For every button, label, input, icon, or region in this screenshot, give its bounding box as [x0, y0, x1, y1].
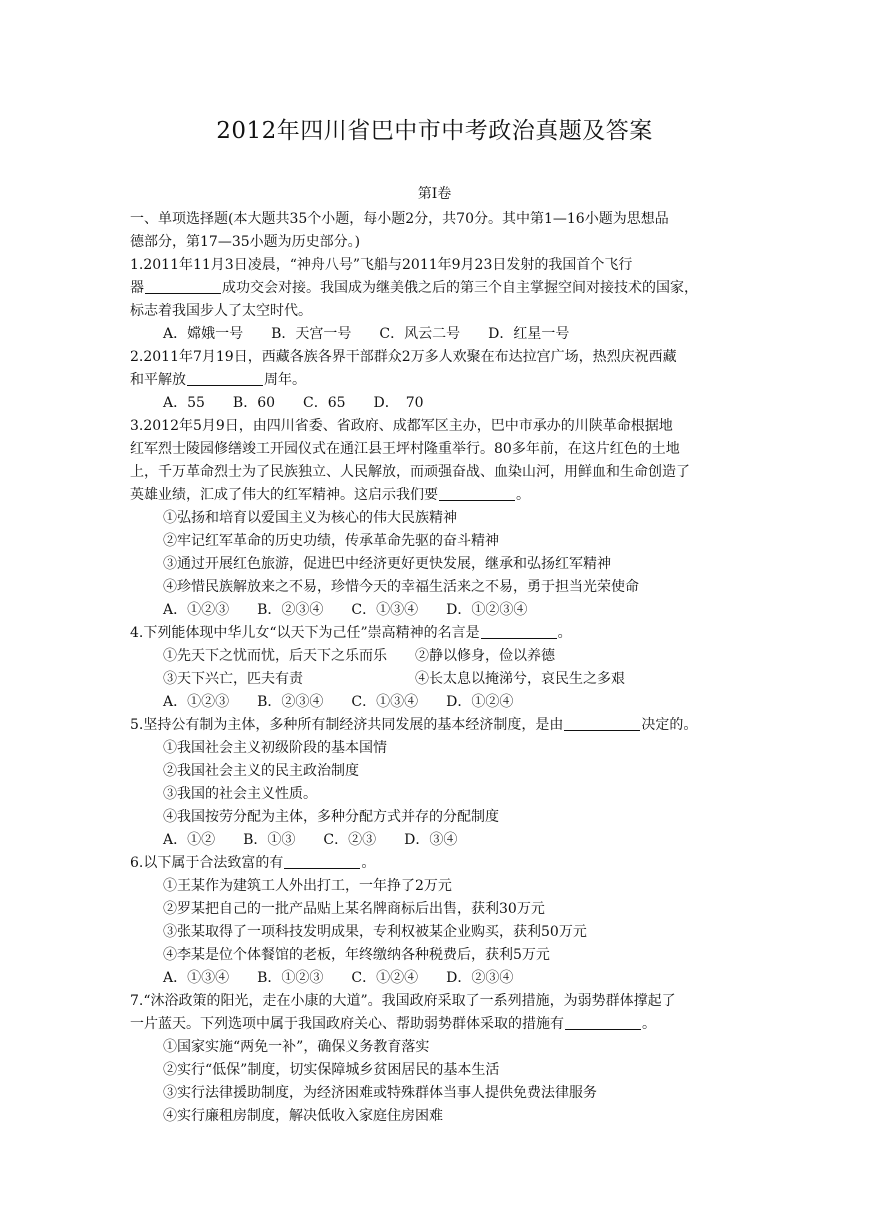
text-segment: A．55 B．60 C．65 D． 70	[163, 395, 424, 411]
text-segment: A．①② B．①③ C．②③ D．③④	[163, 832, 458, 848]
text-segment: 德部分，第17—35小题为历史部分。)	[130, 234, 361, 250]
text-segment: A．①②③ B．②③④ C．①③④ D．①②④	[163, 694, 514, 710]
answer-blank	[565, 1016, 641, 1030]
text-segment: ②实行“低保”制度，切实保障城乡贫困居民的基本生活	[163, 1062, 500, 1078]
text-line	[163, 647, 555, 665]
text-segment: 周年。	[264, 372, 306, 388]
text-line	[130, 992, 676, 1010]
text-segment: 5.坚持公有制为主体，多种所有制经济共同发展的基本经济制度，是由	[130, 717, 564, 733]
text-segment: 7.“沐浴政策的阳光，走在小康的大道”。我国政府采取了一系列措施，为弱势群体撑起了	[130, 993, 676, 1009]
text-segment: 一、单项选择题(本大题共35个小题，每小题2分，共70分。其中第1—16小题为思想品	[130, 211, 669, 227]
text-line	[163, 693, 513, 711]
text-segment: 和平解放	[130, 372, 186, 388]
text-line	[163, 762, 359, 780]
text-segment: A．嫦娥一号 B．天宫一号 C．风云二号 D．红星一号	[163, 326, 570, 342]
text-segment: 成功交会对接。我国成为继美俄之后的第三个自主掌握空间对接技术的国家，	[222, 280, 698, 296]
text-segment: ③天下兴亡，匹夫有责 ④长太息以掩涕兮，哀民生之多艰	[163, 671, 625, 687]
text-segment: 一片蓝天。下列选项中属于我国政府关心、帮助弱势群体采取的措施有	[130, 1016, 564, 1032]
text-segment: ③我国的社会主义性质。	[163, 786, 317, 802]
answer-blank	[439, 487, 515, 501]
text-segment: 6.以下属于合法致富的有	[130, 855, 284, 871]
text-line	[130, 624, 572, 642]
text-line	[163, 509, 457, 527]
text-line	[163, 946, 550, 964]
text-line	[130, 486, 530, 504]
text-line	[130, 279, 698, 297]
text-line	[130, 256, 632, 274]
text-segment: ②我国社会主义的民主政治制度	[163, 763, 359, 779]
text-segment: A．①③④ B．①②③ C．①②④ D．②③④	[163, 970, 514, 986]
text-line	[163, 831, 457, 849]
text-line	[130, 463, 690, 481]
text-line	[130, 440, 680, 458]
text-segment: 器	[130, 280, 144, 296]
text-segment: ③通过开展红色旅游，促进巴中经济更好更快发展，继承和弘扬红军精神	[163, 556, 611, 572]
text-segment: ①弘扬和培育以爱国主义为核心的伟大民族精神	[163, 510, 457, 526]
text-segment: ②罗某把自己的一批产品贴上某名牌商标后出售，获利30万元	[163, 901, 545, 917]
text-line	[163, 394, 424, 412]
text-line	[163, 739, 387, 757]
text-segment: ③张某取得了一项科技发明成果，专利权被某企业购买，获利50万元	[163, 924, 587, 940]
text-line	[130, 371, 306, 389]
text-line	[130, 716, 697, 734]
volume-heading: 第Ⅰ卷	[417, 186, 452, 202]
answer-blank	[564, 717, 640, 731]
text-segment: 上，千万革命烈士为了民族独立、人民解放，而顽强奋战、血染山河，用鲜血和生命创造了	[130, 464, 690, 480]
text-line	[163, 601, 527, 619]
text-segment: 3.2012年5月9日，由四川省委、省政府、成都军区主办，巴中市承办的川陕革命根据地	[130, 418, 673, 434]
document-title: 2012年四川省巴中市中考政治真题及答案	[216, 118, 653, 144]
text-line	[163, 785, 317, 803]
answer-blank	[187, 372, 263, 386]
text-line	[163, 808, 499, 826]
text-segment: 英雄业绩，汇成了伟大的红军精神。这启示我们要	[130, 487, 438, 503]
text-segment: A．①②③ B．②③④ C．①③④ D．①②③④	[163, 602, 528, 618]
text-line	[163, 1084, 597, 1102]
text-segment: 2.2011年7月19日，西藏各族各界干部群众2万多人欢聚在布达拉宫广场，热烈庆祝西藏	[130, 349, 677, 365]
text-line	[130, 1015, 656, 1033]
text-segment: ①国家实施“两免一补”，确保义务教育落实	[163, 1039, 430, 1055]
text-line	[163, 1038, 429, 1056]
text-line	[130, 854, 375, 872]
text-segment: 。	[516, 487, 530, 503]
text-line	[163, 670, 625, 688]
text-segment: ③实行法律援助制度，为经济困难或特殊群体当事人提供免费法律服务	[163, 1085, 597, 1101]
text-line	[163, 969, 513, 987]
text-segment: ④我国按劳分配为主体，多种分配方式并存的分配制度	[163, 809, 499, 825]
text-line	[163, 1107, 443, 1125]
text-line	[130, 348, 677, 366]
text-segment: ④实行廉租房制度，解决低收入家庭住房困难	[163, 1108, 443, 1124]
text-segment: ④珍惜民族解放来之不易，珍惜今天的幸福生活来之不易，勇于担当光荣使命	[163, 579, 639, 595]
text-line	[163, 877, 452, 895]
answer-blank	[481, 625, 557, 639]
answer-blank	[145, 280, 221, 294]
text-segment: 红军烈士陵园修缮竣工开园仪式在通江县王坪村隆重举行。80多年前，在这片红色的土地	[130, 441, 680, 457]
text-segment: 决定的。	[641, 717, 698, 733]
text-line	[163, 325, 569, 343]
text-segment: ④李某是位个体餐馆的老板，年终缴纳各种税费后，获利5万元	[163, 947, 550, 963]
text-line	[163, 1061, 499, 1079]
text-segment: ①我国社会主义初级阶段的基本国情	[163, 740, 387, 756]
text-segment: 。	[642, 1016, 656, 1032]
text-segment: ②牢记红军革命的历史功绩，传承革命先驱的奋斗精神	[163, 533, 499, 549]
text-segment: 1.2011年11月3日凌晨，“神舟八号”飞船与2011年9月23日发射的我国首个飞行	[130, 257, 633, 273]
text-line	[130, 302, 312, 320]
answer-blank	[284, 855, 360, 869]
text-line	[130, 233, 360, 251]
text-segment: 标志着我国步人了太空时代。	[130, 303, 312, 319]
text-line	[163, 900, 545, 918]
text-line	[163, 555, 611, 573]
text-segment: 。	[557, 625, 572, 641]
text-line	[130, 417, 673, 435]
text-line	[163, 532, 499, 550]
text-segment: 。	[361, 855, 376, 871]
text-line	[130, 210, 669, 228]
text-line	[163, 578, 639, 596]
text-line	[163, 923, 587, 941]
text-segment: ①先天下之忧而忧，后天下之乐而乐 ②静以修身，俭以养德	[163, 648, 555, 664]
text-segment: 4.下列能体现中华儿女“以天下为己任”崇高精神的名言是	[130, 625, 480, 641]
text-segment: ①王某作为建筑工人外出打工，一年挣了2万元	[163, 878, 452, 894]
